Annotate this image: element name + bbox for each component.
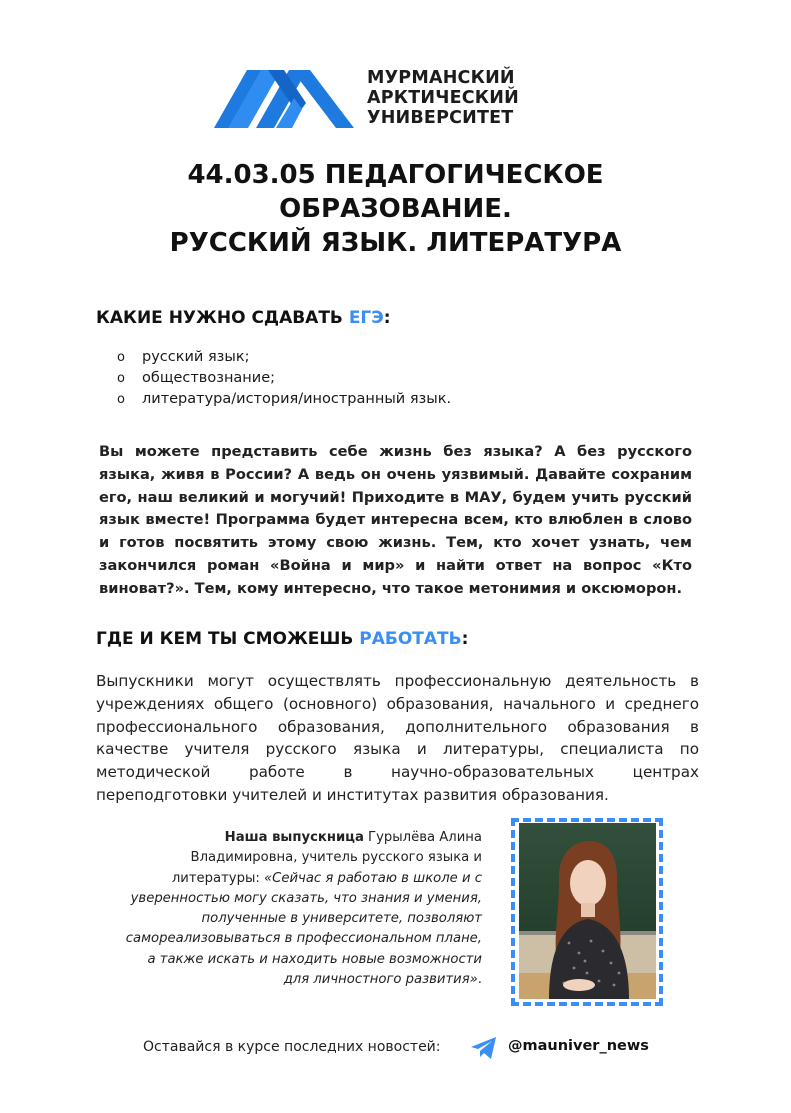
title-line-3: РУССКИЙ ЯЗЫК. ЛИТЕРАТУРА	[169, 228, 622, 258]
graduate-photo	[519, 823, 656, 999]
exam-item-label: литература/история/иностранный язык.	[142, 391, 452, 407]
graduate-photo-image	[519, 823, 656, 999]
exam-item-label: русский язык;	[142, 349, 250, 365]
career-heading-suffix: :	[461, 629, 469, 649]
logo-line-3: УНИВЕРСИТЕТ	[367, 108, 514, 128]
graduate-quote-text: «Сейчас я работаю в школе и с уверенностью могу сказать, что знания и умения, полученные в университете, позволяют самореализовываться в профессиональном плане, а также искать и находить новые возможности для личностного развития»	[125, 870, 482, 988]
telegram-icon[interactable]	[470, 1036, 498, 1060]
career-description: Выпускники могут осуществлять профессиональную деятельность в учреждениях общего (основного) образования, начального и среднего профессионального образования, дополнительного образования в качестве учителя русского языка и литературы, специалиста по методической работе в научно-образовательных центрах переподготовки учителей и институтах развития образования.	[96, 672, 699, 804]
bullet-icon: o	[117, 350, 125, 365]
exams-heading-prefix: КАКИЕ НУЖНО СДАВАТЬ	[96, 308, 349, 328]
graduate-intro: Гурылёва Алина Владимировна, учитель русского языка и литературы:	[171, 830, 482, 886]
bullet-icon: o	[117, 371, 125, 386]
logo-wordmark	[367, 68, 527, 128]
list-item	[117, 368, 451, 389]
exam-list	[117, 347, 451, 410]
exams-heading-accent: ЕГЭ	[348, 308, 384, 328]
exam-item-label: обществознание;	[142, 370, 276, 386]
university-logo	[214, 68, 524, 132]
list-item	[117, 347, 451, 368]
exams-heading-suffix: :	[383, 308, 391, 328]
career-heading-accent: РАБОТАТЬ	[359, 629, 462, 649]
career-heading-prefix: ГДЕ И КЕМ ТЫ СМОЖЕШЬ	[96, 629, 360, 649]
mau-logo-mark-icon	[214, 68, 354, 130]
program-description: Вы можете представить себе жизнь без языка? А без русского языка, живя в России? А ведь он очень уязвимый. Давайте сохраним его, наш великий и могучий! Приходите в МАУ, будем учить русский язык вместе! Программа будет интересна всем, кто влюблен в слово и готов посвятить этому свою жизнь. Тем, кто хочет узнать, чем закончился роман «Война и мир» и найти ответ на вопрос «Кто виноват?». Тем, кому интересно, что такое метонимия и оксюморон.	[99, 443, 692, 597]
graduate-quote	[124, 828, 482, 990]
logo-line-2: АРКТИЧЕСКИЙ	[367, 88, 519, 108]
career-heading	[96, 629, 468, 649]
graduate-label: Наша выпускница	[224, 830, 364, 845]
telegram-handle-link[interactable]: @mauniver_news	[508, 1038, 649, 1054]
title-line-1: 44.03.05 ПЕДАГОГИЧЕСКОЕ	[187, 160, 604, 190]
bullet-icon: o	[117, 392, 125, 407]
list-item	[117, 389, 451, 410]
footer-text: Оставайся в курсе последних новостей:	[143, 1039, 441, 1055]
page-title	[40, 158, 751, 260]
graduate-quote-end: .	[477, 972, 482, 988]
title-line-2: ОБРАЗОВАНИЕ.	[279, 194, 512, 224]
footer	[0, 1036, 791, 1060]
logo-line-1: МУРМАНСКИЙ	[367, 68, 515, 88]
exams-heading	[96, 308, 391, 328]
